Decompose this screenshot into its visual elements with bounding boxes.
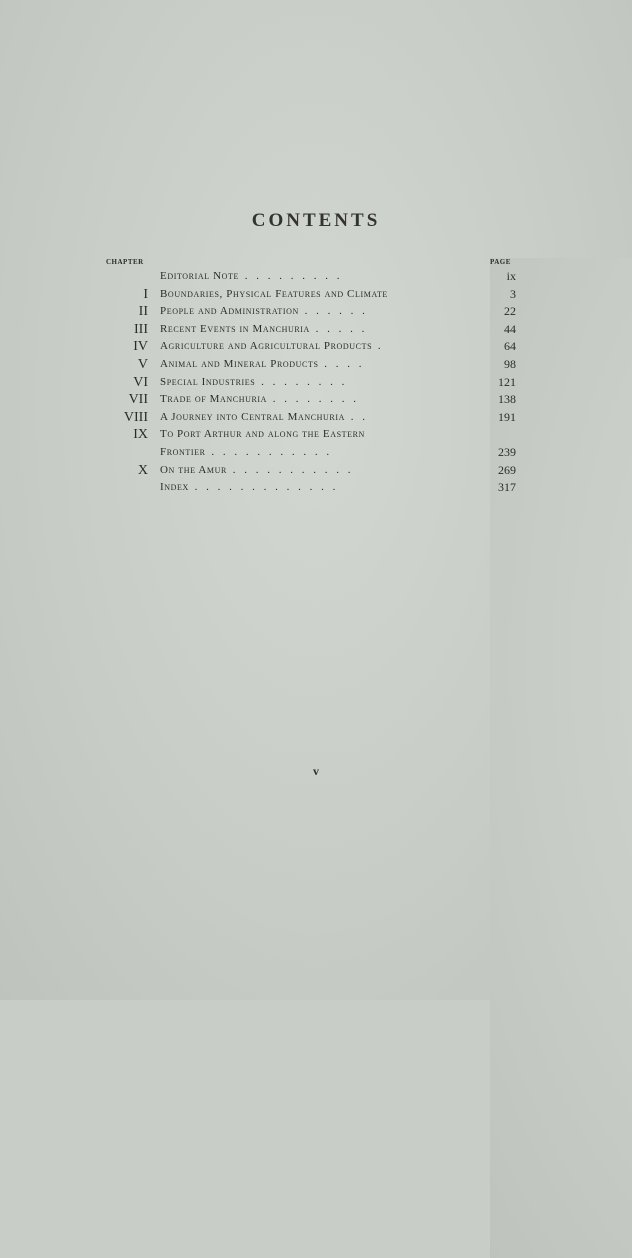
leader-dots: . . . . . . . . [255,375,348,388]
leader-dots: . . . . . . . . . . . . . [188,481,339,494]
page-number: 22 [504,304,516,319]
chapter-title: To Port Arthur and along the Eastern [160,428,365,441]
leader-dots: . . [345,410,369,423]
chapter-number: IX [133,427,148,443]
page-column-header: PAGE [490,258,632,1258]
page-number: 98 [504,356,516,371]
page-number: 317 [498,480,516,495]
leader-dots: . [372,340,384,353]
leader-dots: . . . . . . [298,305,368,318]
chapter-number: IV [133,339,148,355]
leader-dots: . . . . [318,357,365,370]
page-number: 191 [498,409,516,424]
chapter-title: Trade of Manchuria . . . . . . . . [160,393,360,406]
table-of-contents [106,268,516,497]
page-number: ix [506,269,516,283]
chapter-title: Agriculture and Agricultural Products . [160,340,384,353]
toc-row [106,444,516,462]
toc-row [106,374,516,392]
toc-row [106,268,516,286]
chapter-title: Index . . . . . . . . . . . . . [160,481,339,494]
chapter-title: Frontier . . . . . . . . . . . [160,445,333,458]
chapter-number: X [137,462,148,478]
chapter-title: A Journey into Central Manchuria . . [160,410,369,423]
chapter-title: People and Administration . . . . . . [160,305,368,318]
chapter-number: VIII [123,409,148,425]
page-number: 269 [498,462,516,477]
toc-row [106,303,516,321]
chapter-number: I [143,286,148,302]
chapter-number: VI [133,374,148,390]
chapter-title: On the Amur . . . . . . . . . . . [160,463,354,476]
leader-dots: . . . . . . . . . . . [205,445,333,458]
toc-row [106,462,516,480]
toc-row [106,356,516,374]
toc-row [106,409,516,427]
chapter-number: III [134,321,148,337]
page-title: CONTENTS [251,210,381,231]
leader-dots: . . . . . . . . . . . [226,463,354,476]
page-folio: v [313,764,319,778]
toc-row [106,321,516,339]
chapter-title: Editorial Note . . . . . . . . . [160,270,343,282]
page-number: 121 [498,374,516,389]
chapter-number: II [138,304,148,320]
chapter-number: V [137,356,148,372]
page-number: 64 [504,339,516,354]
leader-dots: . . . . . . . . . [239,270,343,282]
page-number: 3 [510,286,516,301]
chapter-number: VII [128,392,148,408]
page-number: 44 [504,321,516,336]
page-number: 138 [498,392,516,407]
toc-row [106,338,516,356]
leader-dots: . . . . . . . . [267,393,360,406]
page-number: 239 [498,444,516,459]
toc-row [106,286,516,304]
chapter-title: Boundaries, Physical Features and Climate [160,287,388,300]
toc-row [106,426,516,444]
chapter-title: Special Industries . . . . . . . . [160,375,348,388]
toc-row [106,479,516,497]
toc-row [106,391,516,409]
chapter-column-header: CHAPTER [106,258,144,266]
leader-dots: . . . . . [309,322,368,335]
chapter-title: Recent Events in Manchuria . . . . . [160,322,368,335]
chapter-title: Animal and Mineral Products . . . . [160,357,365,370]
